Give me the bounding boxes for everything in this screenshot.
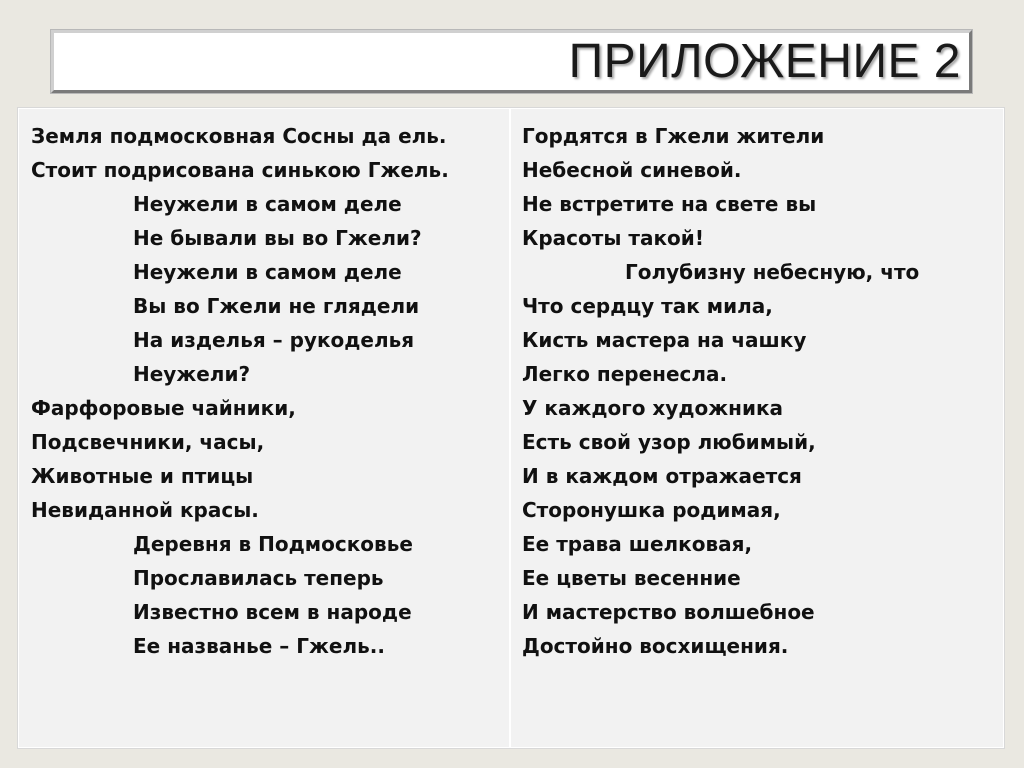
poem-line: Животные и птицы	[31, 464, 254, 488]
title-bar	[51, 30, 972, 93]
poem-line: Голубизну небесную, что	[625, 260, 920, 284]
poem-line: Неужели?	[133, 362, 251, 386]
poem-line: Сторонушка родимая,	[522, 498, 781, 522]
poem-line: Невиданной красы.	[31, 498, 259, 522]
poem-line: Легко перенесла.	[522, 362, 728, 386]
poem-line: Известно всем в народе	[133, 600, 412, 624]
poem-line: Гордятся в Гжели жители	[522, 124, 825, 148]
poem-line: Стоит подрисована синькою Гжель.	[31, 158, 449, 182]
poem-line: Деревня в Подмосковье	[133, 532, 413, 556]
poem-line: Красоты такой!	[522, 226, 704, 250]
poem-line: Фарфоровые чайники,	[31, 396, 296, 420]
slide-title: ПРИЛОЖЕНИЕ 2	[568, 35, 961, 88]
poem-line: И мастерство волшебное	[522, 600, 815, 624]
poem-line: Неужели в самом деле	[133, 260, 402, 284]
poem-line: Вы во Гжели не глядели	[133, 294, 420, 318]
poem-line: Ее цветы весенние	[522, 566, 741, 590]
poem-line: На изделья – рукоделья	[133, 328, 415, 352]
poem-line: Неужели в самом деле	[133, 192, 402, 216]
poem-line: Не встретите на свете вы	[522, 192, 817, 216]
poem-line: Не бывали вы во Гжели?	[133, 226, 422, 250]
poem-line: Ее трава шелковая,	[522, 532, 753, 556]
poem-line: Земля подмосковная Сосны да ель.	[31, 124, 447, 148]
poem-line: Прославилась теперь	[133, 566, 384, 590]
poem-line: Подсвечники, часы,	[31, 430, 265, 454]
poem-line: Есть свой узор любимый,	[522, 430, 816, 454]
poem-line: У каждого художника	[522, 396, 784, 420]
poem-column-left	[19, 109, 511, 747]
poem-line: Кисть мастера на чашку	[522, 328, 807, 352]
poem-line: Достойно восхищения.	[522, 634, 789, 658]
poem-line: Небесной синевой.	[522, 158, 742, 182]
poem-line: Ее названье – Гжель..	[133, 634, 385, 658]
poem-column-right	[511, 109, 1003, 747]
poem-line: И в каждом отражается	[522, 464, 802, 488]
poem-table	[18, 108, 1004, 748]
poem-line: Что сердцу так мила,	[522, 294, 773, 318]
